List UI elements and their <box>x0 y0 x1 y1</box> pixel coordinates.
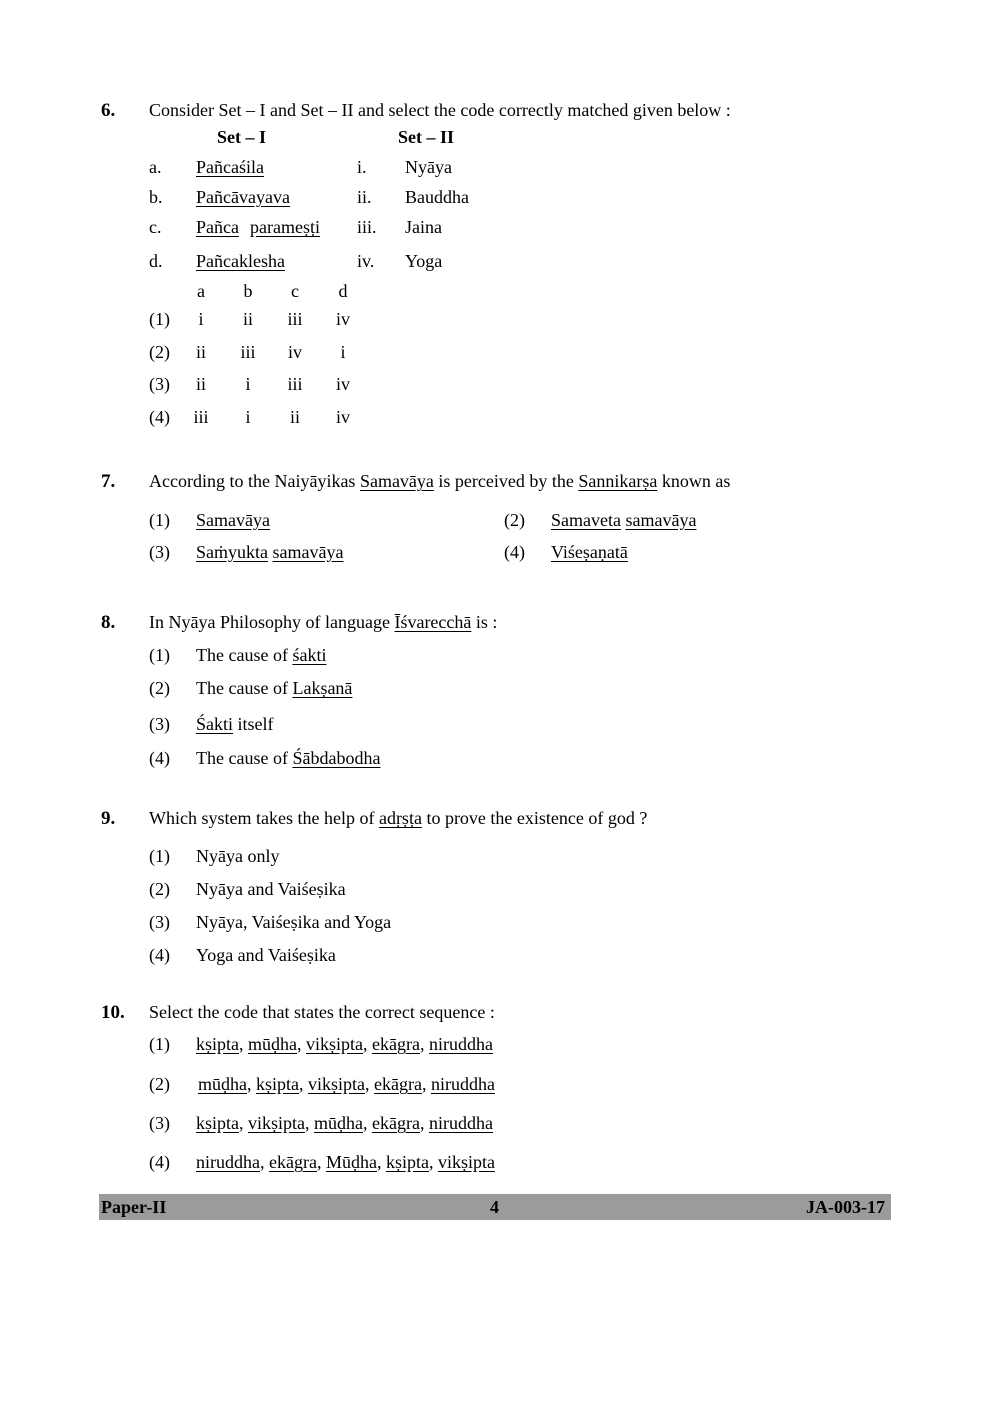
option-number: (4) <box>149 945 170 965</box>
question-stem <box>149 808 647 829</box>
row-label: d. <box>149 251 163 271</box>
option-number: (3) <box>149 912 170 932</box>
question-number: 9. <box>101 808 116 829</box>
row-label: a. <box>149 157 162 177</box>
stem-text: In Nyāya Philosophy of language <box>149 612 390 632</box>
sequence-term: kṣipta <box>196 1113 239 1133</box>
option-number: (1) <box>149 645 170 665</box>
option-number: (1) <box>149 846 170 866</box>
option-number: (4) <box>504 542 525 562</box>
question-stem: Select the code that states the correct sequence : <box>149 1002 495 1022</box>
sequence-term: vikṣipta <box>248 1113 305 1133</box>
code-value: iv <box>287 342 302 362</box>
code-value: ii <box>242 309 253 329</box>
option-term: Śakti <box>196 714 234 734</box>
option-text: Nyāya only <box>196 846 280 866</box>
page-footer <box>99 1194 891 1220</box>
option-text <box>196 748 380 769</box>
option-number: (3) <box>149 374 170 394</box>
stem-text: is perceived by the <box>438 471 574 491</box>
option-words: itself <box>237 714 274 734</box>
option-text: mūḍha, kṣipta, vikṣipta, ekāgra, niruddha <box>198 1074 495 1094</box>
stem-text: to prove the existence of god ? <box>426 808 648 828</box>
option-words: The cause of <box>196 645 288 665</box>
option-term: Saṁyukta <box>196 542 268 562</box>
sequence-term: Mūḍha <box>325 1152 377 1172</box>
code-value: ii <box>195 374 206 394</box>
option-number: (1) <box>149 1034 170 1054</box>
option-number: (2) <box>149 879 170 899</box>
set-2-heading: Set – II <box>398 127 455 147</box>
stem-text: Which system takes the help of <box>149 808 375 828</box>
stem-text: known as <box>661 471 731 491</box>
row-label: i. <box>357 157 367 177</box>
question-number: 6. <box>101 100 116 121</box>
set-2-item: Jaina <box>405 217 442 237</box>
set-1-item: Pañca <box>196 217 239 237</box>
option-number: (2) <box>504 510 525 530</box>
sequence-term: niruddha <box>196 1152 260 1172</box>
option-text: kṣipta, vikṣipta, mūḍha, ekāgra, niruddha <box>196 1113 493 1133</box>
option-text: niruddha, ekāgra, Mūḍha, kṣipta, vikṣipta <box>196 1152 495 1172</box>
sequence-term: vikṣipta <box>437 1152 495 1172</box>
option-number: (1) <box>149 309 170 329</box>
set-1-item: parameṣṭi <box>250 217 320 237</box>
stem-term: adṛṣṭa <box>378 808 422 828</box>
option-text <box>196 714 274 735</box>
sequence-term: ekāgra <box>372 1034 420 1054</box>
question-number: 8. <box>101 612 116 633</box>
question-stem <box>149 471 730 492</box>
option-number: (2) <box>149 1074 170 1094</box>
question-stem: Consider Set – I and Set – II and select the code correctly matched given below : <box>149 100 731 120</box>
option-number: (2) <box>149 342 170 362</box>
set-2-item: Yoga <box>405 251 443 271</box>
sequence-term: mūḍha <box>198 1074 247 1094</box>
option-text <box>196 678 352 699</box>
option-text: Yoga and Vaiśeṣika <box>196 945 336 965</box>
sequence-term: kṣipta <box>196 1034 239 1054</box>
option-number: (2) <box>149 678 170 698</box>
option-words: The cause of <box>196 678 288 698</box>
sequence-term: kṣipta <box>256 1074 299 1094</box>
option-term: Samaveta <box>551 510 621 530</box>
option-number: (4) <box>149 1152 170 1172</box>
sequence-term: niruddha <box>428 1034 493 1054</box>
option-number: (3) <box>149 542 170 562</box>
code-value: i <box>340 342 346 362</box>
option-text: Viśeṣaṇatā <box>551 542 628 562</box>
set-2-item: Nyāya <box>405 157 452 177</box>
code-column-head: c <box>291 281 299 301</box>
set-1-item: Pañcaklesha <box>196 251 285 271</box>
stem-text: is : <box>475 612 498 632</box>
option-number: (3) <box>149 714 170 734</box>
option-term: Lakṣanā <box>292 678 353 698</box>
option-term: samavāya <box>625 510 697 530</box>
option-text: Samavāya <box>196 510 270 530</box>
question-number: 10. <box>101 1002 125 1023</box>
set-1-item: Pañcaśila <box>196 157 264 177</box>
code-value: iv <box>335 407 350 427</box>
option-number: (4) <box>149 748 170 768</box>
code-value: iv <box>335 374 350 394</box>
sequence-term: ekāgra <box>374 1074 422 1094</box>
sequence-term: ekāgra <box>372 1113 420 1133</box>
code-value: iii <box>193 407 209 427</box>
sequence-term: vikṣipta <box>306 1034 363 1054</box>
stem-term: Samavāya <box>359 471 434 491</box>
option-number: (3) <box>149 1113 170 1133</box>
set-1-heading: Set – I <box>217 127 266 147</box>
exam-code: JA-003-17 <box>806 1197 885 1217</box>
sequence-term: mūḍha <box>314 1113 363 1133</box>
code-column-head: d <box>338 281 348 301</box>
sequence-term: kṣipta <box>385 1152 429 1172</box>
code-column-head: b <box>243 281 253 301</box>
option-number: (4) <box>149 407 170 427</box>
option-text <box>551 510 696 531</box>
option-text <box>196 542 343 563</box>
sequence-term: niruddha <box>430 1074 495 1094</box>
code-value: i <box>245 407 251 427</box>
code-value: i <box>198 309 204 329</box>
code-value: i <box>245 374 251 394</box>
stem-text: According to the Naiyāyikas <box>149 471 356 491</box>
set-2-item: Bauddha <box>405 187 469 207</box>
option-words: The cause of <box>196 748 288 768</box>
page-number: 4 <box>490 1197 499 1217</box>
option-term: Śābdabodha <box>292 748 381 768</box>
row-label: ii. <box>357 187 372 207</box>
sequence-term: ekāgra <box>268 1152 317 1172</box>
option-term: samavāya <box>272 542 344 562</box>
question-number: 7. <box>101 471 116 492</box>
row-label: c. <box>149 217 162 237</box>
code-column-head: a <box>197 281 205 301</box>
code-value: iii <box>287 374 303 394</box>
sequence-term: niruddha <box>428 1113 493 1133</box>
row-label: b. <box>149 187 163 207</box>
code-value: ii <box>195 342 206 362</box>
code-value: iii <box>287 309 303 329</box>
option-text <box>196 645 326 666</box>
stem-term: Sannikarṣa <box>578 471 658 491</box>
option-text: Nyāya and Vaiśeṣika <box>196 879 346 899</box>
code-value: iv <box>335 309 350 329</box>
question-stem <box>149 612 497 633</box>
option-text: Nyāya, Vaiśeṣika and Yoga <box>196 912 392 932</box>
row-label: iv. <box>357 251 375 271</box>
row-label: iii. <box>357 217 377 237</box>
paper-label: Paper-II <box>101 1197 167 1217</box>
stem-term: Īśvarecchā <box>394 612 472 632</box>
option-text: kṣipta, mūḍha, vikṣipta, ekāgra, niruddha <box>196 1034 493 1054</box>
option-number: (1) <box>149 510 170 530</box>
sequence-term: mūḍha <box>248 1034 297 1054</box>
option-term: śakti <box>292 645 327 665</box>
code-value: iii <box>240 342 256 362</box>
set-1-item: Pañcāvayava <box>196 187 290 207</box>
code-value: ii <box>289 407 300 427</box>
sequence-term: vikṣipta <box>308 1074 365 1094</box>
